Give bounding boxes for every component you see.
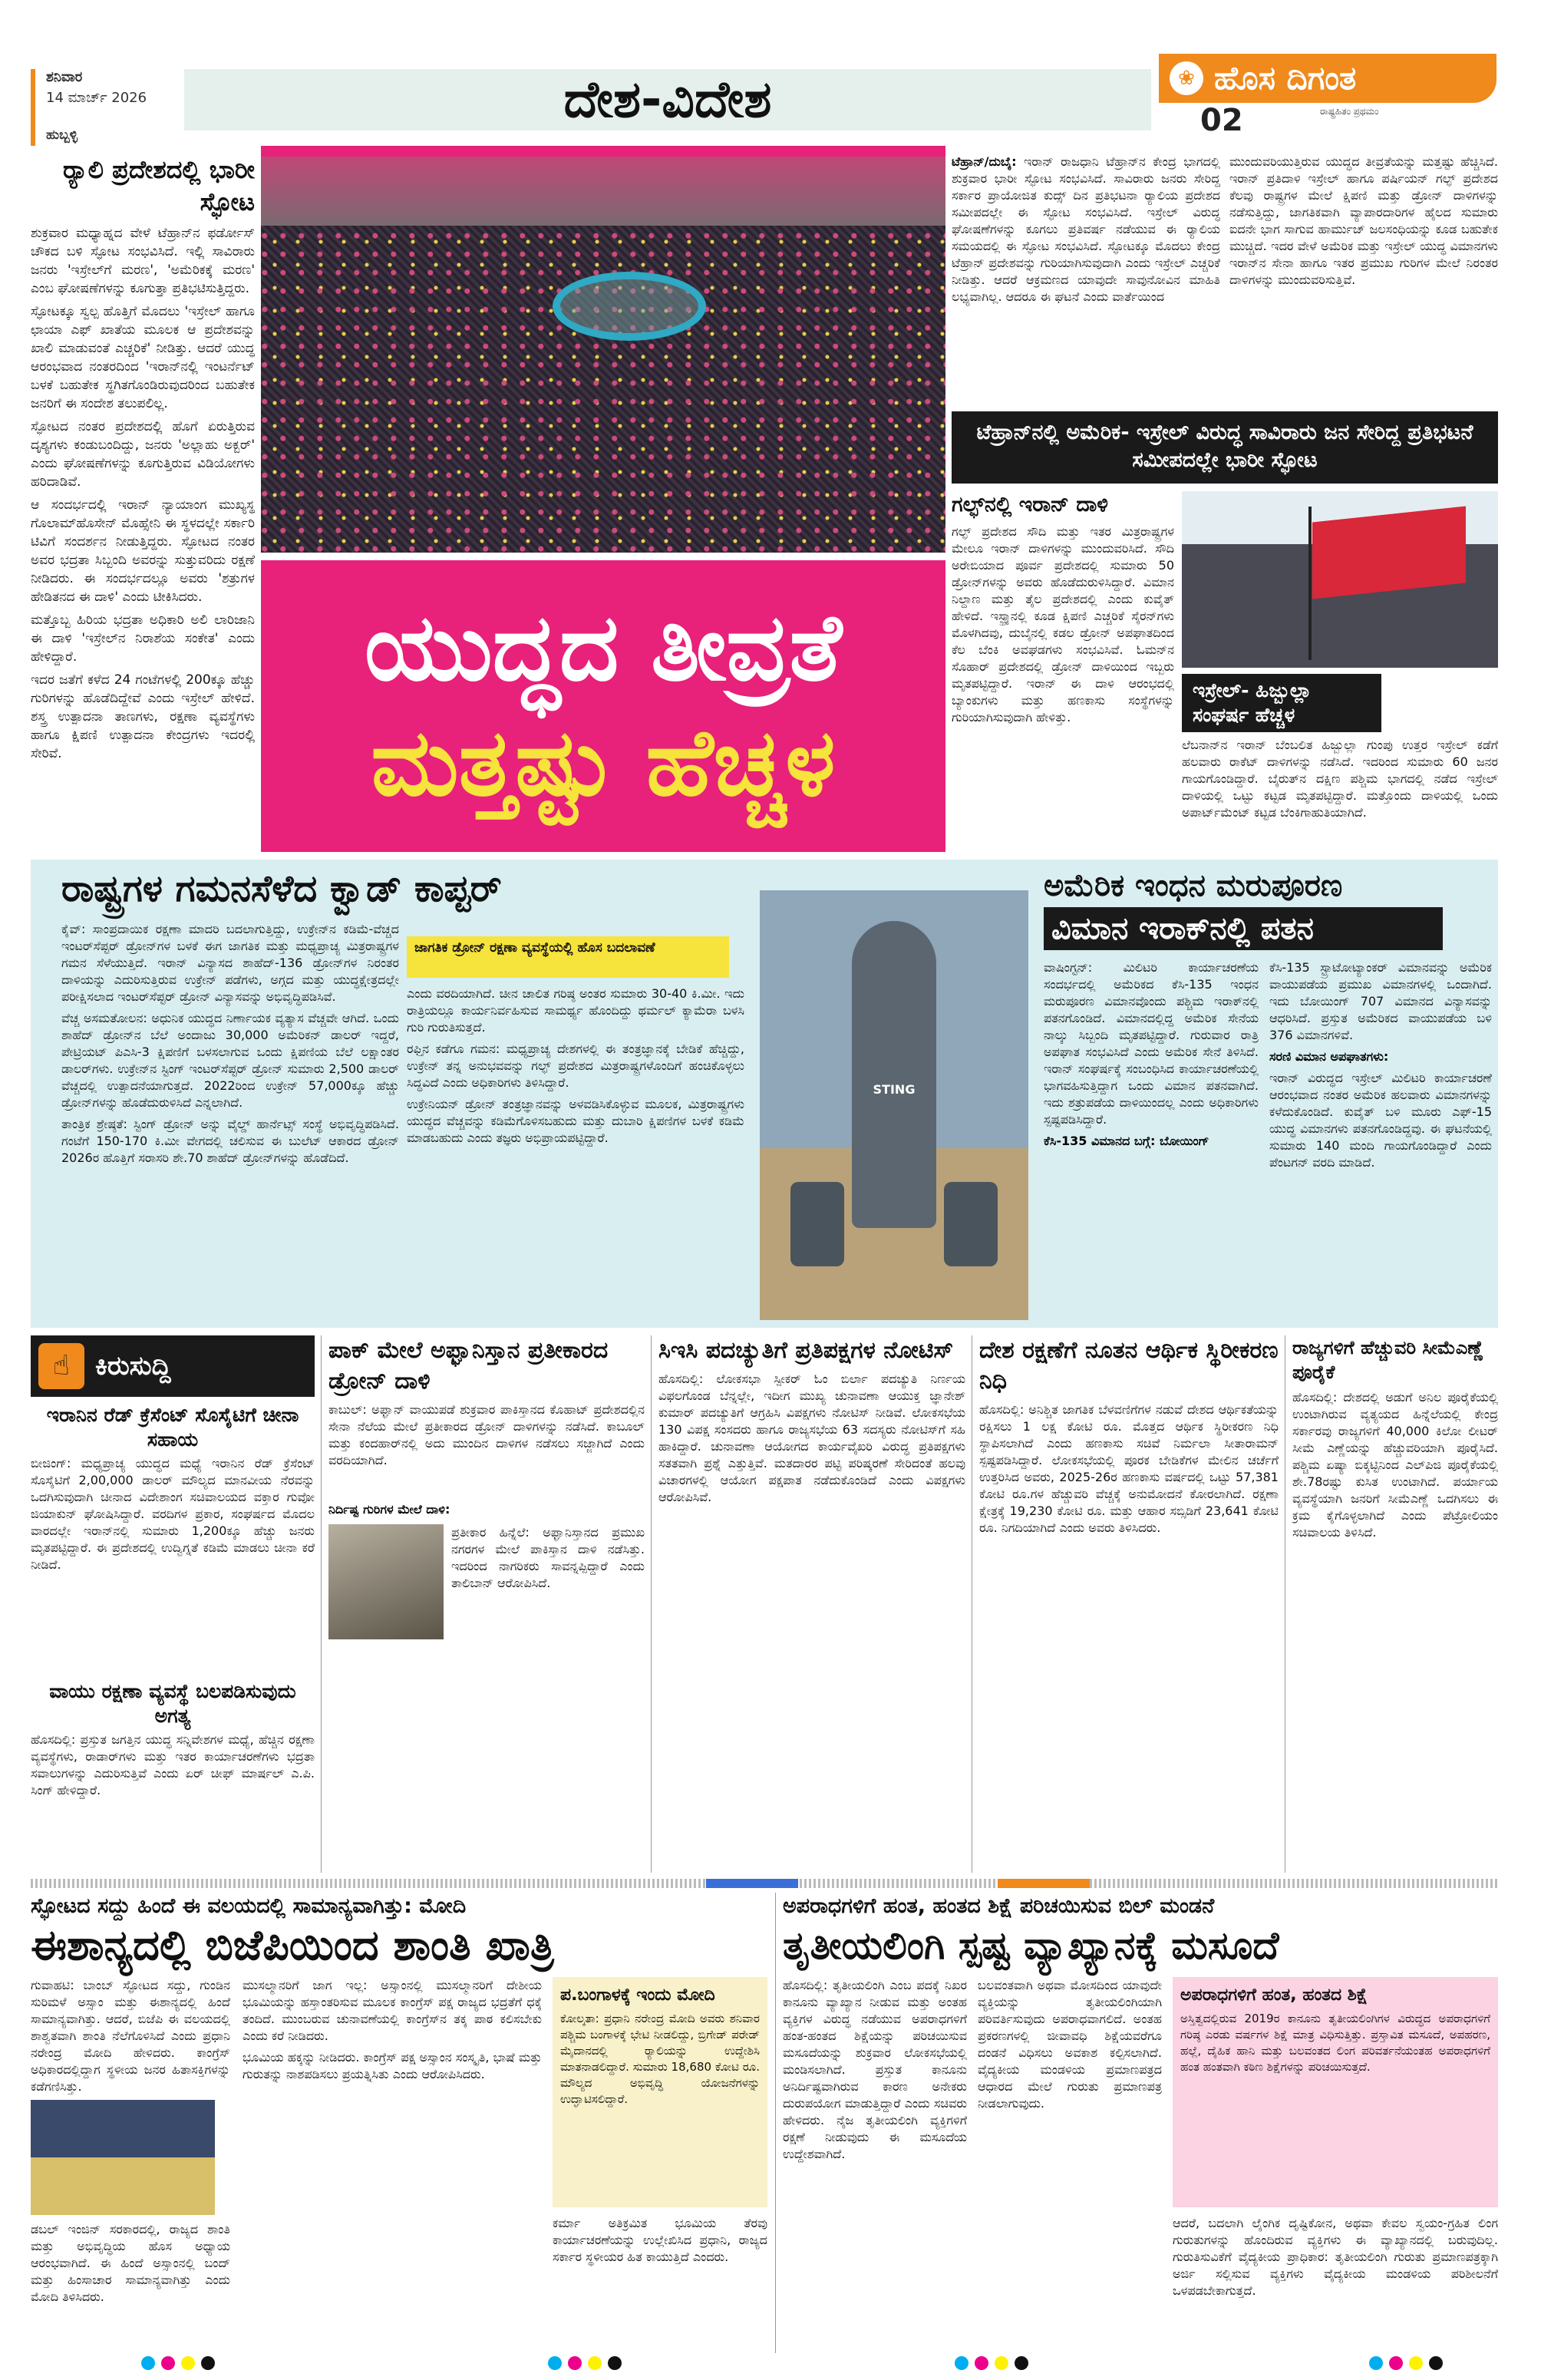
brand-emblem-icon: ❀	[1170, 61, 1203, 95]
hezbollah-text: ಲೆಬನಾನ್‌ನ ಇರಾನ್ ಬೆಂಬಲಿತ ಹಿಜ್ಬುಲ್ಲಾ ಗುಂಪು ಉತ್ತರ ಇಸ್ರೇಲ್ ಕಡೆಗೆ ಹಲವಾರು ರಾಕೆಟ್ ದಾಳಿಗಳನ್ನು ನಡೆಸಿದೆ. ಇದರಿಂದ ಸುಮಾರು 60 ಜನರ ಗಾಯಗೊಂಡಿದ್ದಾರೆ. ಬೈರುತ್‌ನ ದಕ್ಷಿಣ ಪಶ್ಚಿಮ ಭಾಗದಲ್ಲಿ ನಡೆದ ಇಸ್ರೇಲ್ ದಾಳಿಯಲ್ಲಿ ಒಟ್ಟು ಕಟ್ಟಡ ಮೃತಪಟ್ಟಿದ್ದಾರೆ. ಮತ್ತೊಂದು ದಾಳಿಯಲ್ಲಿ ಒಂದು ಅಪಾರ್ಟ್‌ಮೆಂಟ್ ಕಟ್ಟಡ ಬೆಂಕಿಗಾಹುತಿಯಾಗಿದೆ.	[1182, 738, 1498, 820]
us-col2-sub: ಸರಣಿ ವಿಮಾನ ಅಪಘಾತಗಳು:	[1269, 1049, 1389, 1064]
modi-box-title: ಪ.ಬಂಗಾಳಕ್ಕೆ ಇಂದು ಮೋದಿ	[560, 1986, 715, 2005]
kirusuddi-label-box	[31, 1335, 315, 1397]
reg-black	[608, 2356, 622, 2370]
reg-yellow	[181, 2356, 195, 2370]
quad-col2c-text: ಉಕ್ರೇನಿಯನ್ ಡ್ರೋನ್ ತಂತ್ರಜ್ಞಾನವನ್ನು ಅಳವಡಿಸಿಕೊಳ್ಳುವ ಮೂಲಕ, ಮಿತ್ರರಾಷ್ಟ್ರಗಳು ಯುದ್ಧದ ವೆಚ್ಚವನ್ನು ಕಡಿಮೆಗೊಳಿಸಬಹುದು ಮತ್ತು ದುಬಾರಿ ಕ್ಷಿಪಣಿಗಳ ಬಳಕೆ ಕಡಿಮೆ ಮಾಡಬಹುದು ಎಂದು ತಜ್ಞರು ಅಭಿಪ್ರಾಯಪಟ್ಟಿದ್ದಾರೆ.	[407, 1097, 744, 1145]
photo-stadium-ring	[553, 272, 706, 341]
modi-story	[31, 1893, 767, 2353]
modi-col1b-text: ಡಬಲ್ ಇಂಜಿನ್ ಸರಕಾರದಲ್ಲಿ, ರಾಜ್ಯದ ಶಾಂತಿ ಮತ್ತು ಅಭಿವೃದ್ಧಿಯ ಹೊಸ ಅಧ್ಯಾಯ ಆರಂಭವಾಗಿದೆ. ಈ ಹಿಂದೆ ಅಸ್ಸಾಂನಲ್ಲಿ ಬಂದ್ ಮತ್ತು ಹಿಂಸಾಚಾರ ಸಾಮಾನ್ಯವಾಗಿತ್ತು ಎಂದು ಮೋದಿ ತಿಳಿಸಿದರು.	[31, 2222, 230, 2304]
city-label: ಹುಬ್ಬಳ್ಳಿ	[46, 127, 78, 143]
bill-col3: ಆದರೆ, ಬದಲಾಗಿ ಲೈಂಗಿಕ ದೃಷ್ಟಿಕೋನ, ಅಥವಾ ಕೇವಲ ಸ್ವಯಂ-ಗ್ರಹಿತ ಲಿಂಗ ಗುರುತುಗಳನ್ನು ಹೊಂದಿರುವ ವ್ಯಕ್ತಿಗಳು ಈ ವ್ಯಾಖ್ಯಾನದಲ್ಲಿ ಬರುವುದಿಲ್ಲ. ಗುರುತಿಸುವಿಕೆಗೆ ವೈದ್ಯಕೀಯ ಪ್ರಾಧಿಕಾರ: ತೃತೀಯಲಿಂಗಿ ಗುರುತು ಪ್ರಮಾಣಪತ್ರಕ್ಕಾಗಿ ಅರ್ಜಿ ಸಲ್ಲಿಸುವ ವ್ಯಕ್ತಿಗಳು ವೈದ್ಯಕೀಯ ಮಂಡಳಿಯ ಪರಿಶೀಲನೆಗೆ ಒಳಪಡಬೇಕಾಗುತ್ತದೆ.	[1173, 2216, 1498, 2298]
us-headline-2	[1044, 907, 1443, 950]
quad-col1b-text: ವೆಚ್ಚ ಅಸಮತೋಲನ: ಅಧುನಿಕ ಯುದ್ಧದ ನಿರ್ಣಾಯಕ ವ್ಯತ್ಯಾಸ ವೆಚ್ಚವೇ ಆಗಿದೆ. ಒಂದು ಶಾಹೆದ್ ಡ್ರೋನ್‌ನ ಬೆಲೆ ಅಂದಾಜು 30,000 ಅಮೆರಿಕನ್ ಡಾಲರ್ ಇದ್ದರೆ, ಪೇಟ್ರಿಯಟ್ ಪಿಎಸಿ-3 ಕ್ಷಿಪಣಿಗೆ ಬಳಸಲಾಗುವ ಒಂದು ಕ್ಷಿಪಣಿಯ ಬೆಲೆ ಲಕ್ಷಾಂತರ ಡಾಲರ್‌ಗಳು. ಉಕ್ರೇನ್‌ನ ಸ್ಟಿಂಗ್ ಇಂಟರ್‌ಸೆಪ್ಟರ್ ಡ್ರೋನ್ ಸುಮಾರು 2,500 ಡಾಲರ್ ವೆಚ್ಚದಲ್ಲಿ ಉತ್ಪಾದನೆಯಾಗುತ್ತದೆ. 2022ರಿಂದ ಉಕ್ರೇನ್ 57,000ಕ್ಕೂ ಹೆಚ್ಚು ಡ್ರೋನ್‌ಗಳನ್ನು ಹೊಡೆದುರುಳಿಸಿದೆ ಎನ್ನಲಾಗಿದೆ.	[61, 1011, 399, 1110]
bill-pink-box	[1173, 1977, 1498, 2207]
kerosene-story	[1292, 1335, 1498, 1873]
gulf-text: ಗಲ್ಫ್ ಪ್ರದೇಶದ ಸೌದಿ ಮತ್ತು ಇತರ ಮಿತ್ರರಾಷ್ಟ್ರಗಳ ಮೇಲೂ ಇರಾನ್ ದಾಳಿಗಳನ್ನು ಮುಂದುವರಿಸಿದೆ. ಸೌದಿ ಅರೇಬಿಯಾದ ಪೂರ್ವ ಪ್ರದೇಶದಲ್ಲಿ ಸುಮಾರು 50 ಡ್ರೋನ್‌ಗಳನ್ನು ಅವರು ಹೊಡೆದುರುಳಿಸಿದ್ದಾರೆ. ವಿಮಾನ ನಿಲ್ದಾಣ ಮತ್ತು ತೈಲ ಪ್ರದೇಶದಲ್ಲಿ ಎಂದು ಕುವೈತ್ ಹೇಳಿದೆ. ಇಸ್ಫ್ರ್ಯಾನಲ್ಲಿ ಕೂಡ ಕ್ಷಿಪಣಿ ಎಚ್ಚರಿಕೆ ಸೈರನ್‌ಗಳು ಮೊಳಗಿದವು, ದುಬೈನಲ್ಲಿ ಕಡಲ ಡ್ರೋನ್ ಅಪಘಾತದಿಂದ ಕೆಲ ಬೆಂಕಿ ಅವಘಡಗಳು ಸಂಭವಿಸಿವೆ. ಓಮನ್‌ನ ಸೊಹಾರ್ ಪ್ರದೇಶದಲ್ಲಿ ಡ್ರೋನ್ ದಾಳಿಯಿಂದ ಇಬ್ಬರು ಮೃತಪಟ್ಟಿದ್ದಾರೆ. ಇರಾನ್ ಈ ದಾಳಿ ಆರಂಭದಲ್ಲಿ ಬ್ಯಾಂಕುಗಳು ಮತ್ತು ಹಣಕಾಸು ಸಂಸ್ಥೆಗಳನ್ನು ಗುರಿಯಾಗಿಸುವುದಾಗಿ ಹೇಳಿತ್ತು.	[952, 524, 1174, 725]
pak-text2: ಪ್ರತೀಕಾರ ಹಿನ್ನೆಲೆ: ಅಫ್ಘಾನಿಸ್ತಾನದ ಪ್ರಮುಖ ನಗರಗಳ ಮೇಲೆ ಪಾಕಿಸ್ತಾನ ದಾಳಿ ನಡೆಸಿತ್ತು. ಇದರಿಂದ ನಾಗರಿಕರು ಸಾವನ್ನಪ್ಪಿದ್ದಾರೆ ಎಂದು ತಾಲಿಬಾನ್ ಆರೋಪಿಸಿದೆ.	[451, 1525, 645, 1590]
big-headline-line1: ಯುದ್ಧದ ತೀವ್ರತೆ	[364, 595, 843, 701]
lead-left-column	[31, 153, 255, 852]
pak-story	[328, 1335, 645, 1873]
date-label: 14 ಮಾರ್ಚ್ 2026	[46, 90, 147, 106]
section-title: ದೇಶ-ವಿದೇಶ	[563, 70, 772, 129]
cec-headline: ಸಿಇಸಿ ಪದಚ್ಯುತಿಗೆ ಪ್ರತಿಪಕ್ಷಗಳ ನೋಟಿಸ್	[658, 1337, 954, 1364]
us-col1-sub: ಕೆಸಿ-135 ವಿಮಾನದ ಬಗ್ಗೆ: ಬೋಯಿಂಗ್	[1044, 1134, 1209, 1148]
us-col2b-text: ಇರಾನ್ ವಿರುದ್ಧದ ಇಸ್ರೇಲ್ ಮಿಲಿಟರಿ ಕಾರ್ಯಾಚರಣೆ ಆರಂಭವಾದ ನಂತರ ಅಮೆರಿಕ ಹಲವಾರು ವಿಮಾನಗಳನ್ನು ಕಳೆದುಕೊಂಡಿದೆ. ಕುವೈತ್ ಬಳಿ ಮೂರು ಎಫ್-15 ಯುದ್ಧ ವಿಮಾನಗಳು ಪತನಗೊಂಡಿದ್ದವು. ಈ ಘಟನೆಯಲ್ಲಿ ಸುಮಾರು 140 ಮಂದಿ ಗಾಯಗೊಂಡಿದ್ದಾರೆ ಎಂದು ಪೆಂಟಗನ್ ವರದಿ ಮಾಡಿದೆ.	[1269, 1071, 1492, 1170]
drone-rotor-right	[944, 1182, 998, 1266]
lead-right-col1	[952, 153, 1220, 399]
reg-magenta	[1389, 2356, 1403, 2370]
reg-cyan	[955, 2356, 968, 2370]
quad-col1c-text: ತಾಂತ್ರಿಕ ಶ್ರೇಷ್ಠತೆ: ಸ್ಟಿಂಗ್ ಡ್ರೋನ್ ಅನ್ನು ವೈಲ್ಡ್ ಹಾರ್ನೆಟ್ಸ್ ಸಂಸ್ಥೆ ಅಭಿವೃದ್ಧಿಪಡಿಸಿದೆ. ಗಂಟೆಗೆ 150-170 ಕಿ.ಮೀ ವೇಗದಲ್ಲಿ ಚಲಿಸುವ ಈ ಬುಲೆಟ್ ಆಕಾರದ ಡ್ರೋನ್ 2026ರ ಹೊತ್ತಿಗೆ ಸರಾಸರಿ ಶೇ.70 ಶಾಹೆದ್ ಡ್ರೋನ್‌ಗಳನ್ನು ಹೊಡೆದಿದೆ.	[61, 1117, 399, 1165]
brand-logo	[1159, 54, 1496, 103]
bill-col1: ಹೊಸದಿಲ್ಲಿ: ತೃತೀಯಲಿಂಗಿ ಎಂಬ ಪದಕ್ಕೆ ನಿಖರ ಕಾನೂನು ವ್ಯಾಖ್ಯಾನ ನೀಡುವ ಮತ್ತು ಅಂತಹ ವ್ಯಕ್ತಿಗಳ ವಿರುದ್ಧ ನಡೆಯುವ ಅಪರಾಧಗಳಿಗೆ ಹಂತ-ಹಂತದ ಶಿಕ್ಷೆಯನ್ನು ಪರಿಚಯಿಸುವ ಮಸೂದೆಯನ್ನು ಶುಕ್ರವಾರ ಲೋಕಸಭೆಯಲ್ಲಿ ಮಂಡಿಸಲಾಗಿದೆ. ಪ್ರಸ್ತುತ ಕಾನೂನು ಅನಿರ್ದಿಷ್ಟವಾಗಿರುವ ಕಾರಣ ಅನೇಕರು ದುರುಪಯೋಗ ಮಾಡುತ್ತಿದ್ದಾರೆ ಎಂದು ಸಚಿವರು ಹೇಳಿದರು. ನೈಜ ತೃತೀಯಲಿಂಗಿ ವ್ಯಕ್ತಿಗಳಿಗೆ ರಕ್ಷಣೆ ನೀಡುವುದು ಈ ಮಸೂದೆಯ ಉದ್ದೇಶವಾಗಿದೆ.	[783, 1978, 967, 2161]
modi-kicker: ಸ್ಫೋಟದ ಸದ್ದು ಹಿಂದೆ ಈ ವಲಯದಲ್ಲಿ ಸಾಮಾನ್ಯವಾಗಿತ್ತು: ಮೋದಿ	[31, 1894, 467, 1918]
gulf-headline: ಗಲ್ಫ್‌ನಲ್ಲಿ ಇರಾನ್ ದಾಳಿ	[952, 493, 1108, 517]
hezbollah-title-box	[1182, 674, 1381, 732]
hezbollah-title: ಇಸ್ರೇಲ್- ಹಿಜ್ಬುಲ್ಲಾ ಸಂಘರ್ಷ ಹೆಚ್ಚಳ	[1193, 679, 1312, 726]
quad-col2	[407, 985, 744, 1320]
lead-right-text2: ಮುಂದುವರಿಯುತ್ತಿರುವ ಯುದ್ಧದ ತೀವ್ರತೆಯನ್ನು ಮತ್ತಷ್ಟು ಹೆಚ್ಚಿಸಿದೆ. ಇರಾನ್ ಪ್ರತಿದಾಳಿ ಇಸ್ರೇಲ್ ಹಾಗೂ ಪರ್ಷಿಯನ್ ಗಲ್ಫ್ ಪ್ರದೇಶದ ಕೆಲವು ರಾಷ್ಟ್ರಗಳ ಮೇಲೆ ಕ್ಷಿಪಣಿ ಮತ್ತು ಡ್ರೋನ್ ದಾಳಿಗಳನ್ನು ನಡೆಸುತ್ತಿದ್ದು, ಜಾಗತಿಕವಾಗಿ ವ್ಯಾಪಾರದಾರಿಗಳ ಹೈಲದ ಸುಮಾರು ಐದನೇ ಭಾಗ ಸಾಗುವ ಹಾರ್ಮುಜ್ ಜಲಸಂಧಿಯನ್ನು ಕೂಡ ಬಹುತೇಕ ಮುಚ್ಚಿದೆ. ಇದರ ವೇಳೆ ಅಮೆರಿಕ ಮತ್ತು ಇಸ್ರೇಲ್ ಯುದ್ಧ ವಿಮಾನಗಳು ಇರಾನ್‌ನ ಸೇನಾ ಹಾಗೂ ಇತರ ಪ್ರಮುಖ ಗುರಿಗಳ ಮೇಲೆ ನಿರಂತರ ದಾಳಿಗಳನ್ನು ಮುಂದುವರಿಸುತ್ತಿವೆ.	[1229, 154, 1498, 287]
gulf-flag-photo	[1182, 491, 1498, 668]
reg-black	[201, 2356, 215, 2370]
lead-left-para: ಶುಕ್ರವಾರ ಮಧ್ಯಾಹ್ನದ ವೇಳೆ ಟೆಹ್ರಾನ್‌ನ ಫರ್ಡೋಸ್ ಚೌಕದ ಬಳಿ ಸ್ಫೋಟ ಸಂಭವಿಸಿದೆ. ಇಲ್ಲಿ ಸಾವಿರಾರು ಜನರು 'ಇಸ್ರೇಲ್‌ಗೆ ಮರಣ', 'ಅಮೆರಿಕಕ್ಕೆ ಮರಣ' ಎಂಬ ಘೋಷಣೆಗಳನ್ನು ಕೂಗುತ್ತಾ ಪ್ರತಿಭಟಿಸುತ್ತಿದ್ದರು.	[31, 226, 255, 296]
section-separator	[31, 1879, 1498, 1888]
us-headline-2-text: ವಿಮಾನ ಇರಾಕ್‌ನಲ್ಲಿ ಪತನ	[1051, 911, 1314, 946]
lead-right-col2	[1229, 153, 1498, 399]
kirusuddi-item2-text: ಹೊಸದಿಲ್ಲಿ: ಪ್ರಸ್ತುತ ಜಗತ್ತಿನ ಯುದ್ಧ ಸನ್ನಿವೇಶಗಳ ಮಧ್ಯೆ, ಹೆಚ್ಚಿನ ರಕ್ಷಣಾ ವ್ಯವಸ್ಥೆಗಳು, ರಾಡಾರ್‌ಗಳು ಮತ್ತು ಇತರ ಕಾರ್ಯಾಚರಣೆಗಳು ಭದ್ರತಾ ಸವಾಲುಗಳನ್ನು ಎದುರಿಸುತ್ತಿವೆ ಎಂದು ಏರ್ ಚೀಫ್ ಮಾರ್ಷಲ್ ಎ.ಪಿ. ಸಿಂಗ್ ಹೇಳಿದ್ದಾರೆ.	[31, 1732, 315, 1797]
quad-col1-text: ಕೈವ್: ಸಾಂಪ್ರದಾಯಿಕ ರಕ್ಷಣಾ ಮಾದರಿ ಬದಲಾಗುತ್ತಿದ್ದು, ಉಕ್ರೇನ್‌ನ ಕಡಿಮೆ-ವೆಚ್ಚದ ಇಂಟರ್‌ಸೆಪ್ಟರ್ ಡ್ರೋನ್‌ಗಳ ಬಳಕೆ ಈಗ ಜಾಗತಿಕ ಮತ್ತು ಮಧ್ಯಪ್ರಾಚ್ಯ ಮಿತ್ರರಾಷ್ಟ್ರಗಳ ಗಮನ ಸೆಳೆಯುತ್ತಿದೆ. ಇರಾನ್ ವಿನ್ಯಾಸದ ಶಾಹೆದ್-136 ಡ್ರೋನ್‌ಗಳ ನಿರಂತರ ದಾಳಿಯನ್ನು ಎದುರಿಸುತ್ತಿರುವ ಉಕ್ರೇನ್ ಪಡೆಗಳು, ಅಗ್ಗದ ಮತ್ತು ಯುದ್ಧಕ್ಷೇತ್ರದಲ್ಲೇ ಪರೀಕ್ಷಿಸಲಾದ ಇಂಟರ್‌ಸೆಪ್ಟರ್ ಡ್ರೋನ್ ವಿನ್ಯಾಸವನ್ನು ಅಭಿವೃದ್ಧಿಪಡಿಸಿವೆ.	[61, 922, 399, 1004]
quad-yellow-tag	[407, 936, 729, 978]
reg-black	[1015, 2356, 1028, 2370]
black-banner-text: ಟೆಹ್ರಾನ್‌ನಲ್ಲಿ ಅಮೆರಿಕ- ಇಸ್ರೇಲ್ ವಿರುದ್ಧ ಸಾವಿರಾರು ಜನ ಸೇರಿದ್ದ ಪ್ರತಿಭಟನೆ ಸಮೀಪದಲ್ಲೇ ಭಾರೀ ಸ್ಫೋಟ	[976, 421, 1473, 472]
defence-story	[979, 1335, 1279, 1873]
pak-photo	[328, 1524, 444, 1639]
bill-pink-text: ಅಸ್ತಿತ್ವದಲ್ಲಿರುವ 2019ರ ಕಾನೂನು ತೃತೀಯಲಿಂಗಿಗಳ ವಿರುದ್ಧದ ಅಪರಾಧಗಳಿಗೆ ಗರಿಷ್ಠ ಎರಡು ವರ್ಷಗಳ ಶಿಕ್ಷೆ ಮಾತ್ರ ವಿಧಿಸುತ್ತಿತ್ತು. ಪ್ರಸ್ತಾವಿತ ಮಸೂದೆ, ಅಪಹರಣ, ಹಲ್ಲೆ, ದೈಹಿಕ ಹಾನಿ ಮತ್ತು ಬಲವಂತದ ಲಿಂಗ ಪರಿವರ್ತನೆಯಂತಹ ಅಪರಾಧಗಳಿಗೆ ಹಂತ ಹಂತವಾಗಿ ಕಠಿಣ ಶಿಕ್ಷೆಗಳನ್ನು ಪರಿಚಯಿಸುತ್ತದೆ.	[1180, 2012, 1490, 2074]
bill-col2: ಬಲವಂತವಾಗಿ ಅಥವಾ ಮೋಸದಿಂದ ಯಾವುದೇ ವ್ಯಕ್ತಿಯನ್ನು ತೃತೀಯಲಿಂಗಿಯಾಗಿ ಪರಿವರ್ತಿಸುವುದು ಅಪರಾಧವಾಗಲಿದೆ. ಅಂತಹ ಪ್ರಕರಣಗಳಲ್ಲಿ ಜೀವಾವಧಿ ಶಿಕ್ಷೆಯವರೆಗೂ ದಂಡನೆ ವಿಧಿಸಲು ಅವಕಾಶ ಕಲ್ಪಿಸಲಾಗಿದೆ. ವೈದ್ಯಕೀಯ ಮಂಡಳಿಯ ಪ್ರಮಾಣಪತ್ರದ ಆಧಾರದ ಮೇಲೆ ಗುರುತು ಪ್ರಮಾಣಪತ್ರ ನೀಡಲಾಗುವುದು.	[978, 1978, 1162, 2111]
bill-story	[783, 1893, 1498, 2353]
hezbollah-box	[1182, 674, 1498, 852]
modi-box-text: ಕೋಲ್ಕತಾ: ಪ್ರಧಾನಿ ನರೇಂದ್ರ ಮೋದಿ ಅವರು ಶನಿವಾರ ಪಶ್ಚಿಮ ಬಂಗಾಳಕ್ಕೆ ಭೇಟಿ ನೀಡಲಿದ್ದು, ಬ್ರಿಗೇಡ್ ಪರೇಡ್ ಮೈದಾನದಲ್ಲಿ ರ್‍ಯಾಲಿಯನ್ನು ಉದ್ದೇಶಿಸಿ ಮಾತನಾಡಲಿದ್ದಾರೆ. ಸುಮಾರು 18,680 ಕೋಟಿ ರೂ. ಮೌಲ್ಯದ ಅಭಿವೃದ್ಧಿ ಯೋಜನೆಗಳನ್ನು ಉದ್ಘಾಟಿಸಲಿದ್ದಾರೆ.	[560, 2012, 760, 2106]
lead-left-para: ಇದರ ಜತೆಗೆ ಕಳೆದ 24 ಗಂಟೆಗಳಲ್ಲಿ 200ಕ್ಕೂ ಹೆಚ್ಚು ಗುರಿಗಳನ್ನು ಹೊಡೆದಿದ್ದೇವೆ ಎಂದು ಇಸ್ರೇಲ್ ಹೇಳಿದೆ. ಶಸ್ತ್ರ ಉತ್ಪಾದನಾ ತಾಣಗಳು, ರಕ್ಷಣಾ ವ್ಯವಸ್ಥೆಗಳು ಹಾಗೂ ಕ್ಷಿಪಣಿ ಉತ್ಪಾದನಾ ಕೇಂದ್ರಗಳು ಇದರಲ್ಲಿ ಸೇರಿವೆ.	[31, 672, 255, 761]
kirusuddi-label: ಕಿರುಸುದ್ದಿ	[95, 1351, 171, 1381]
lead-crowd-photo	[261, 146, 945, 553]
bill-pink-title: ಅಪರಾಧಗಳಿಗೆ ಹಂತ, ಹಂತದ ಶಿಕ್ಷೆ	[1180, 1986, 1368, 2005]
cec-story	[658, 1335, 965, 1873]
separator-accent-orange	[998, 1879, 1090, 1888]
drone-label: STING	[873, 1082, 916, 1097]
flag-pole	[1308, 507, 1312, 660]
brand-tagline: ರಾಷ್ಟ್ರಹಿತಂ ಪ್ರಥಮಂ	[1320, 106, 1379, 117]
reg-black	[1429, 2356, 1443, 2370]
quad-col2-text: ಎಂದು ವರದಿಯಾಗಿದೆ. ಚೀನ ಚಾಲಿತ ಗರಿಷ್ಠ ಅಂತರ ಸುಮಾರು 30-40 ಕಿ.ಮೀ. ಇದು ರಾತ್ರಿಯಲ್ಲೂ ಕಾರ್ಯನಿರ್ವಹಿಸುವ ಸಾಮರ್ಥ್ಯ ಹೊಂದಿದ್ದು ಥರ್ಮಲ್ ಕ್ಯಾಮೆರಾ ಬಳಸಿ ಗುರಿ ಗುರುತಿಸುತ್ತದೆ.	[407, 986, 744, 1035]
modi-col1-text: ಗುವಾಹಟಿ: ಬಾಂಬ್ ಸ್ಫೋಟದ ಸದ್ದು, ಗುಂಡಿನ ಸುರಿಮಳೆ ಅಸ್ಸಾಂ ಮತ್ತು ಈಶಾನ್ಯದಲ್ಲಿ ಹಿಂದೆ ಸಾಮಾನ್ಯವಾಗಿತ್ತು. ಆದರೆ, ಬಿಜೆಪಿ ಈ ವಲಯದಲ್ಲಿ ಶಾಶ್ವತವಾಗಿ ಶಾಂತಿ ನೆಲೆಗೊಳಿಸಿದೆ ಎಂದು ಪ್ರಧಾನಿ ನರೇಂದ್ರ ಮೋದಿ ಹೇಳಿದರು. ಕಾಂಗ್ರೆಸ್ ಅಧಿಕಾರದಲ್ಲಿದ್ದಾಗ ಸ್ಥಳೀಯ ಜನರ ಹಿತಾಸಕ್ತಿಗಳನ್ನು ಕಡೆಗಣಿಸಿತ್ತು.	[31, 1978, 230, 2094]
pak-text: ಕಾಬುಲ್: ಅಫ್ಘಾನ್ ವಾಯುಪಡೆ ಶುಕ್ರವಾರ ಪಾಕಿಸ್ತಾನದ ಕೊಹಾಟ್ ಪ್ರದೇಶದಲ್ಲಿನ ಸೇನಾ ನೆಲೆಯ ಮೇಲೆ ಪ್ರತೀಕಾರದ ಡ್ರೋನ್ ದಾಳಿಗಳನ್ನು ನಡೆಸಿದೆ. ಕಾಬೂಲ್ ಮತ್ತು ಕಂದಹಾರ್‌ನಲ್ಲಿ ಅದು ಮುಂದಿನ ದಾಳಿಗಳ ನಡೆಸಲು ಸಜ್ಜಾಗಿದೆ ಎಂದು ವರದಿಯಾಗಿದೆ.	[328, 1402, 645, 1467]
lead-right-text1: ಇರಾನ್ ರಾಜಧಾನಿ ಟೆಹ್ರಾನ್‌ನ ಕೇಂದ್ರ ಭಾಗದಲ್ಲಿ ಶುಕ್ರವಾರ ಭಾರೀ ಸ್ಫೋಟ ಸಂಭವಿಸಿದೆ. ಸಾವಿರಾರು ಜನರು ಸೇರಿದ್ದ ಸರ್ಕಾರ ಪ್ರಾಯೋಜಿತ ಕುದ್ಸ್ ದಿನ ಪ್ರತಿಭಟನಾ ರ್‍ಯಾಲಿಯ ಪ್ರದೇಶದ ಸಮೀಪದಲ್ಲೇ ಈ ಸ್ಫೋಟ ಸಂಭವಿಸಿದೆ. ಇಸ್ರೇಲ್ ವಿರುದ್ಧ ಘೋಷಣೆಗಳನ್ನು ಕೂಗಲು ಪ್ರತಿವರ್ಷ ನಡೆಯುವ ಈ ರ್‍ಯಾಲಿಯ ಸಮಯದಲ್ಲಿ ಈ ಸ್ಫೋಟ ಸಂಭವಿಸಿದೆ. ಸ್ಫೋಟಕ್ಕೂ ಮೊದಲು ಕೇಂದ್ರ ಟೆಹ್ರಾನ್ ಪ್ರದೇಶವನ್ನು ಗುರಿಯಾಗಿಸುವುದಾಗಿ ಎಂದು ಇಸ್ರೇಲ್ ಎಚ್ಚರಿಕೆ ನೀಡಿತ್ತು. ಆದರೆ ಆಕ್ರಮಣದ ಯಾವುದೇ ಸಾವುನೋವಿನ ಮಾಹಿತಿ ಲಭ್ಯವಾಗಿಲ್ಲ. ಆದರೂ ಈ ಘಟನೆ ಎಂದು ವಾರ್ತೆಯಿಂದ	[952, 154, 1220, 304]
reg-cyan	[548, 2356, 562, 2370]
reg-cyan	[1369, 2356, 1383, 2370]
kirusuddi-hand-icon: ☝	[38, 1343, 84, 1389]
kirusuddi-section	[31, 1335, 315, 1873]
big-headline-line2: ಮತ್ತಷ್ಟು ಹೆಚ್ಚಳ	[371, 710, 836, 817]
modi-col2b-text: ಭೂಮಿಯ ಹಕ್ಕನ್ನು ನೀಡಿದರು. ಕಾಂಗ್ರೆಸ್ ಪಕ್ಷ ಅಸ್ಸಾಂನ ಸಂಸ್ಕೃತಿ, ಭಾಷೆ ಮತ್ತು ಗುರುತನ್ನು ನಾಶಪಡಿಸಲು ಪ್ರಯತ್ನಿಸಿತು ಎಂದು ಆರೋಪಿಸಿದರು.	[243, 2050, 542, 2081]
modi-col3: ಕರ್ಮಾ ಅತಿಕ್ರಮಿತ ಭೂಮಿಯ ತೆರವು ಕಾರ್ಯಾಚರಣೆಯನ್ನು ಉಲ್ಲೇಖಿಸಿದ ಪ್ರಧಾನಿ, ರಾಜ್ಯದ ಸರ್ಕಾರ ಸ್ಥಳೀಯರ ಹಿತ ಕಾಯುತ್ತಿದೆ ಎಂದರು.	[553, 2216, 767, 2264]
day-label: ಶನಿವಾರ	[46, 69, 83, 85]
us-col1-text: ವಾಷಿಂಗ್ಟನ್: ಮಿಲಿಟರಿ ಕಾರ್ಯಾಚರಣೆಯ ಸಂದರ್ಭದಲ್ಲಿ ಅಮೆರಿಕದ ಕೆಸಿ-135 ಇಂಧನ ಮರುಪೂರಣ ವಿಮಾನವೊಂದು ಪಶ್ಚಿಮ ಇರಾಕ್‌ನಲ್ಲಿ ಪತನಗೊಂಡಿದೆ. ವಿಮಾನದಲ್ಲಿದ್ದ ಅಮೆರಿಕ ಸೇನೆಯ ನಾಲ್ಕು ಸಿಬ್ಬಂದಿ ಮೃತಪಟ್ಟಿದ್ದಾರೆ. ಗುರುವಾರ ರಾತ್ರಿ ಅಪಘಾತ ಸಂಭವಿಸಿದೆ ಎಂದು ಅಮೆರಿಕ ಸೇನೆ ತಿಳಿಸಿದೆ. ಇರಾನ್ ಸಂಘರ್ಷಕ್ಕೆ ಸಂಬಂಧಿಸಿದ ಕಾರ್ಯಾಚರಣೆಯಲ್ಲಿ ಭಾಗವಹಿಸುತ್ತಿದ್ದಾಗ ಒಂದು ವಿಮಾನ ಪತನವಾಗಿದೆ. ಇದು ಶತ್ರುಪಡೆಯ ದಾಳಿಯಿಂದಲ್ಲ ಎಂದು ಅಧಿಕಾರಿಗಳು ಸ್ಪಷ್ಟಪಡಿಸಿದ್ದಾರೆ.	[1044, 960, 1259, 1127]
kirusuddi-item1-text: ಬೀಜಿಂಗ್: ಮಧ್ಯಪ್ರಾಚ್ಯ ಯುದ್ಧದ ಮಧ್ಯೆ ಇರಾನಿನ ರೆಡ್ ಕ್ರೆಸೆಂಟ್ ಸೊಸೈಟಿಗೆ 2,00,000 ಡಾಲರ್ ಮೌಲ್ಯದ ಮಾನವೀಯ ನೆರವನ್ನು ಒದಗಿಸುವುದಾಗಿ ಚೀನಾದ ವಿದೇಶಾಂಗ ಸಚಿವಾಲಯದ ವಕ್ತಾರ ಗುವೋ ಜಿಯಾಕುನ್ ಘೋಷಿಸಿದ್ದಾರೆ. ವರದಿಗಳ ಪ್ರಕಾರ, ಸಂಘರ್ಷದ ಮೊದಲ ವಾರದಲ್ಲೇ ಇರಾನ್‌ನಲ್ಲಿ ಸುಮಾರು 1,200ಕ್ಕೂ ಹೆಚ್ಚು ಜನರು ಮೃತಪಟ್ಟಿದ್ದಾರೆ. ಈ ಪ್ರದೇಶದಲ್ಲಿ ಉದ್ವಿಗ್ನತೆ ಕಡಿಮೆ ಮಾಡಲು ಚೀನಾ ಕರೆ ನೀಡಿದೆ.	[31, 1456, 315, 1572]
reg-magenta	[161, 2356, 175, 2370]
lead-big-headline-box	[261, 560, 945, 852]
registration-marks-right	[952, 2356, 1031, 2373]
kerosene-headline: ರಾಜ್ಯಗಳಿಗೆ ಹೆಚ್ಚುವರಿ ಸೀಮೆಎಣ್ಣೆ ಪೂರೈಕೆ	[1292, 1337, 1484, 1383]
defence-headline: ದೇಶ ರಕ್ಷಣೆಗೆ ನೂತನ ಆರ್ಥಿಕ ಸ್ಥಿರೀಕರಣ ನಿಧಿ	[979, 1337, 1279, 1395]
reg-magenta	[975, 2356, 988, 2370]
quad-section	[31, 860, 1498, 1328]
cec-text: ಹೊಸದಿಲ್ಲಿ: ಲೋಕಸಭಾ ಸ್ಪೀಕರ್ ಓಂ ಬಿರ್ಲಾ ಪದಚ್ಯುತಿ ನಿರ್ಣಯ ವಿಫಲಗೊಂಡ ಬೆನ್ನಲ್ಲೇ, ಇದೀಗ ಮುಖ್ಯ ಚುನಾವಣಾ ಆಯುಕ್ತ ಜ್ಞಾನೇಶ್ ಕುಮಾರ್ ಪದಚ್ಯುತಿಗೆ ಆಗ್ರಹಿಸಿ ವಿಪಕ್ಷಗಳು ನೋಟಿಸ್ ನೀಡಿವೆ. ಲೋಕಸಭೆಯ 130 ವಿಪಕ್ಷ ಸಂಸದರು ಹಾಗೂ ರಾಜ್ಯಸಭೆಯ 63 ಸದಸ್ಯರು ನೋಟಿಸ್‌ಗೆ ಸಹಿ ಹಾಕಿದ್ದಾರೆ. ಚುನಾವಣಾ ಆಯೋಗದ ಕಾರ್ಯವೈಖರಿ ವಿರುದ್ಧ ಪ್ರತಿಪಕ್ಷಗಳು ಸತತವಾಗಿ ಪ್ರಶ್ನೆ ಎತ್ತುತ್ತಿವೆ. ಮತದಾರರ ಪಟ್ಟಿ ಪರಿಷ್ಕರಣೆ ಸೇರಿದಂತೆ ಹಲವು ವಿಚಾರಗಳಲ್ಲಿ ಆಯೋಗ ಪಕ್ಷಪಾತ ನಡೆದುಕೊಂಡಿದೆ ಎಂದು ವಿಪಕ್ಷಗಳು ಆರೋಪಿಸಿವೆ.	[658, 1372, 965, 1504]
modi-col2	[243, 1977, 542, 2345]
lead-left-headline: ರ್‍ಯಾಲಿ ಪ್ರದೇಶದಲ್ಲಿ ಭಾರೀ ಸ್ಫೋಟ	[62, 155, 255, 216]
reg-magenta	[568, 2356, 582, 2370]
red-flag-shape	[1312, 506, 1466, 599]
modi-headline: ಈಶಾನ್ಯದಲ್ಲಿ ಬಿಜೆಪಿಯಿಂದ ಶಾಂತಿ ಖಾತ್ರಿ	[31, 1921, 554, 1969]
brand-name: ಹೊಸ ದಿಗಂತ	[1214, 59, 1357, 97]
quad-col1	[61, 921, 399, 1320]
bill-kicker: ಅಪರಾಧಗಳಿಗೆ ಹಂತ, ಹಂತದ ಶಿಕ್ಷೆ ಪರಿಚಯಿಸುವ ಬಿಲ್ ಮಂಡನೆ	[783, 1894, 1215, 1918]
bill-headline: ತೃತೀಯಲಿಂಗಿ ಸ್ಪಷ್ಟ ವ್ಯಾಖ್ಯಾನಕ್ಕೆ ಮಸೂದೆ	[783, 1923, 1279, 1968]
registration-marks-left	[138, 2356, 218, 2373]
gulf-story	[952, 491, 1174, 852]
us-col2	[1269, 959, 1492, 1320]
us-col2-text: ಕೆಸಿ-135 ಸ್ಟ್ರಾಟೋಟ್ಯಾಂಕರ್ ವಿಮಾನವನ್ನು ಅಮೆರಿಕ ವಾಯುಪಡೆಯ ಪ್ರಮುಖ ವಿಮಾನಗಳಲ್ಲಿ ಒಂದಾಗಿದೆ. ಇದು ಬೋಯಿಂಗ್ 707 ವಿಮಾನದ ವಿನ್ಯಾಸವನ್ನು ಆಧರಿಸಿದೆ. ಪ್ರಸ್ತುತ ಅಮೆರಿಕದ ವಾಯುಪಡೆಯ ಬಳಿ 376 ವಿಮಾನಗಳಿವೆ.	[1269, 960, 1492, 1042]
kirusuddi-item1-title: ಇರಾನಿನ ರೆಡ್ ಕ್ರೆಸೆಂಟ್ ಸೊಸೈಟಿಗೆ ಚೀನಾ ಸಹಾಯ	[46, 1404, 299, 1451]
kirusuddi-item2-title: ವಾಯು ರಕ್ಷಣಾ ವ್ಯವಸ್ಥೆ ಬಲಪಡಿಸುವುದು ಅಗತ್ಯ	[49, 1680, 296, 1727]
masthead	[31, 59, 1512, 146]
us-headline-1: ಅಮೆರಿಕ ಇಂಧನ ಮರುಪೂರಣ	[1044, 868, 1343, 903]
page-number: 02	[1200, 103, 1243, 138]
lead-left-para: ಮತ್ತೊಬ್ಬ ಹಿರಿಯ ಭದ್ರತಾ ಅಧಿಕಾರಿ ಅಲಿ ಲಾರಿಜಾನಿ ಈ ದಾಳಿ 'ಇಸ್ರೇಲ್‌ನ ನಿರಾಶೆಯ ಸಂಕೇತ' ಎಂದು ಹೇಳಿದ್ದಾರೆ.	[31, 612, 255, 665]
modi-col2-text: ಮುಸಲ್ಮಾನರಿಗೆ ಜಾಗ ಇಲ್ಲ: ಅಸ್ಸಾಂನಲ್ಲಿ ಮುಸಲ್ಮಾನರಿಗೆ ದೇಶೀಯ ಭೂಮಿಯನ್ನು ಹಸ್ತಾಂತರಿಸುವ ಮೂಲಕ ಕಾಂಗ್ರೆಸ್ ಪಕ್ಷ ರಾಜ್ಯದ ಭದ್ರತೆಗೆ ಧಕ್ಕೆ ತಂದಿದೆ. ಮುಂಬರುವ ಚುನಾವಣೆಯಲ್ಲಿ ಕಾಂಗ್ರೆಸ್‌ನ ತಕ್ಕ ಪಾಠ ಕಲಿಸಬೇಕು ಎಂದು ಕರೆ ನೀಡಿದರು.	[243, 1978, 542, 2043]
separator-accent-blue	[706, 1879, 798, 1888]
kerosene-text: ಹೊಸದಿಲ್ಲಿ: ದೇಶದಲ್ಲಿ ಅಡುಗೆ ಅನಿಲ ಪೂರೈಕೆಯಲ್ಲಿ ಉಂಟಾಗಿರುವ ವ್ಯತ್ಯಯದ ಹಿನ್ನೆಲೆಯಲ್ಲಿ ಕೇಂದ್ರ ಸರ್ಕಾರವು ರಾಜ್ಯಗಳಿಗೆ 40,000 ಕಿಲೋ ಲೀಟರ್ ಸೀಮೆ ಎಣ್ಣೆಯನ್ನು ಹೆಚ್ಚುವರಿಯಾಗಿ ಪೂರೈಸಿದೆ. ಪಶ್ಚಿಮ ಏಷ್ಯಾ ಬಿಕ್ಕಟ್ಟಿನಿಂದ ಎಲ್‌ಪಿಜಿ ಪೂರೈಕೆಯಲ್ಲಿ ಶೇ.78ರಷ್ಟು ಕುಸಿತ ಉಂಟಾಗಿದೆ. ಪರ್ಯಾಯ ವ್ಯವಸ್ಥೆಯಾಗಿ ಜನರಿಗೆ ಸೀಮೆಎಣ್ಣೆ ಒದಗಿಸಲು ಈ ಕ್ರಮ ಕೈಗೊಳ್ಳಲಾಗಿದೆ ಎಂದು ಪೆಟ್ರೋಲಿಯಂ ಸಚಿವಾಲಯ ತಿಳಿಸಿದೆ.	[1292, 1390, 1498, 1540]
brand-block	[1151, 54, 1512, 138]
drone-body	[852, 921, 936, 1228]
modi-bengal-box	[553, 1977, 767, 2207]
masthead-date-block	[31, 69, 169, 146]
registration-marks-mid	[545, 2356, 625, 2373]
section-title-band	[184, 69, 1151, 130]
lead-black-banner	[952, 411, 1498, 484]
us-col1	[1044, 959, 1259, 1320]
pak-sub: ನಿರ್ದಿಷ್ಟ ಗುರಿಗಳ ಮೇಲೆ ದಾಳಿ:	[328, 1502, 450, 1517]
reg-yellow	[1409, 2356, 1423, 2370]
modi-photo	[31, 2100, 215, 2215]
lead-left-para: ಸ್ಫೋಟದ ನಂತರ ಪ್ರದೇಶದಲ್ಲಿ ಹೊಗೆ ಏರುತ್ತಿರುವ ದೃಶ್ಯಗಳು ಕಂಡುಬಂದಿದ್ದು, ಜನರು 'ಅಲ್ಲಾಹು ಅಕ್ಬರ್' ಎಂದು ಘೋಷಣೆಗಳನ್ನು ಕೂಗುತ್ತಿರುವ ವಿಡಿಯೋಗಳು ಹರಿದಾಡಿವೆ.	[31, 419, 255, 490]
defence-text: ಹೊಸದಿಲ್ಲಿ: ಅನಿಶ್ಚಿತ ಜಾಗತಿಕ ಬೆಳವಣಿಗೆಗಳ ನಡುವೆ ದೇಶದ ಆರ್ಥಿಕತೆಯನ್ನು ರಕ್ಷಿಸಲು 1 ಲಕ್ಷ ಕೋಟಿ ರೂ. ಮೊತ್ತದ ಆರ್ಥಿಕ ಸ್ಥಿರೀಕರಣ ನಿಧಿ ಸ್ಥಾಪಿಸಲಾಗಿದೆ ಎಂದು ಹಣಕಾಸು ಸಚಿವೆ ನಿರ್ಮಲಾ ಸೀತಾರಾಮನ್ ಸ್ಪಷ್ಟಪಡಿಸಿದ್ದಾರೆ. ಲೋಕಸಭೆಯಲ್ಲಿ ಪೂರಕ ಬೇಡಿಕೆಗಳ ಮೇಲಿನ ಚರ್ಚೆಗೆ ಉತ್ತರಿಸಿದ ಅವರು, 2025-26ರ ಹಣಕಾಸು ವರ್ಷದಲ್ಲಿ ಒಟ್ಟು 57,381 ಕೋಟಿ ರೂ.ಗಳ ಹೆಚ್ಚುವರಿ ವೆಚ್ಚಕ್ಕೆ ಅನುಮೋದನೆ ಕೋರಲಾಗಿದೆ. ರಕ್ಷಣಾ ಕ್ಷೇತ್ರಕ್ಕೆ 19,230 ಕೋಟಿ ರೂ. ಮತ್ತು ಆಹಾರ ಸಬ್ಸಿಡಿಗೆ 23,641 ಕೋಟಿ ರೂ. ನಿಗದಿಯಾಗಿದೆ ಎಂದು ಅವರು ತಿಳಿಸಿದರು.	[979, 1402, 1279, 1535]
quad-headline: ರಾಷ್ಟ್ರಗಳ ಗಮನಸೆಳೆದ ಕ್ವಾಡ್ ಕಾಪ್ಟರ್	[61, 867, 502, 910]
lead-left-para: ಸ್ಫೋಟಕ್ಕೂ ಸ್ವಲ್ಪ ಹೊತ್ತಿಗೆ ಮೊದಲು 'ಇಸ್ರೇಲ್ ಹಾಗೂ ಛಾಯಾ ಎಫ್ ಖಾತೆಯ ಮೂಲಕ ಆ ಪ್ರದೇಶವನ್ನು ಖಾಲಿ ಮಾಡುವಂತೆ ಎಚ್ಚರಿಕೆ' ನೀಡಿತ್ತು. ಆದರೆ ಯುದ್ಧ ಆರಂಭವಾದ ನಂತರದಿಂದ 'ಇರಾನ್‌ನಲ್ಲಿ ಇಂಟರ್ನೆಟ್ ಬಳಕೆ ಬಹುತೇಕ ಸ್ಥಗಿತಗೊಂಡಿರುವುದರಿಂದ ಬಹುತೇಕ ಜನರಿಗೆ ಈ ಸಂದೇಶ ತಲುಪಲಿಲ್ಲ.	[31, 304, 255, 411]
lead-left-para: ಆ ಸಂದರ್ಭದಲ್ಲಿ ಇರಾನ್ ನ್ಯಾಯಾಂಗ ಮುಖ್ಯಸ್ಥ ಗೊಲಾಮ್‌ಹೊಸೇನ್ ಮೊಹ್ಸೇನಿ ಈ ಸ್ಥಳದಲ್ಲೇ ಸರ್ಕಾರಿ ಟಿವಿಗೆ ಸಂದರ್ಶನ ನೀಡುತ್ತಿದ್ದರು. ಸ್ಫೋಟದ ನಂತರ ಅವರ ಭದ್ರತಾ ಸಿಬ್ಬಂದಿ ಅವರನ್ನು ಸುತ್ತುವರಿದು ರಕ್ಷಣೆ ನೀಡಿದರು. ಈ ಸಂದರ್ಭದಲ್ಲೂ ಅವರು 'ಶತ್ರುಗಳ ಹೇಡಿತನದ ಈ ದಾಳಿ' ಎಂದು ಟೀಕಿಸಿದರು.	[31, 497, 255, 605]
reg-yellow	[995, 2356, 1008, 2370]
pak-headline: ಪಾಕ್ ಮೇಲೆ ಅಫ್ಘಾನಿಸ್ತಾನ ಪ್ರತೀಕಾರದ ಡ್ರೋನ್ ದಾಳಿ	[328, 1337, 609, 1395]
drone-rotor-left	[790, 1182, 844, 1266]
reg-cyan	[141, 2356, 155, 2370]
photo-buildings	[261, 157, 945, 226]
registration-marks-far	[1366, 2356, 1446, 2373]
drone-photo	[760, 890, 1028, 1320]
lead-dateline: ಟೆಹ್ರಾನ್/ದುಬೈ:	[952, 154, 1017, 169]
modi-col1	[31, 1977, 230, 2345]
reg-yellow	[588, 2356, 602, 2370]
yellow-tag-text: ಜಾಗತಿಕ ಡ್ರೋನ್ ರಕ್ಷಣಾ ವ್ಯವಸ್ಥೆಯಲ್ಲಿ ಹೊಸ ಬದಲಾವಣೆ	[414, 940, 655, 956]
quad-col2b-text: ರಫ್ತಿನ ಕಡೆಗೂ ಗಮನ: ಮಧ್ಯಪ್ರಾಚ್ಯ ದೇಶಗಳಲ್ಲಿ ಈ ತಂತ್ರಜ್ಞಾನಕ್ಕೆ ಬೇಡಿಕೆ ಹೆಚ್ಚಿದ್ದು, ಉಕ್ರೇನ್ ತನ್ನ ಅನುಭವವನ್ನು ಗಲ್ಫ್ ಪ್ರದೇಶದ ಮಿತ್ರರಾಷ್ಟ್ರಗಳೊಂದಿಗೆ ಹಂಚಿಕೊಳ್ಳಲು ಸಿದ್ಧವಿದೆ ಎಂದು ಅಧಿಕಾರಿಗಳು ತಿಳಿಸಿದ್ದಾರೆ.	[407, 1041, 744, 1090]
